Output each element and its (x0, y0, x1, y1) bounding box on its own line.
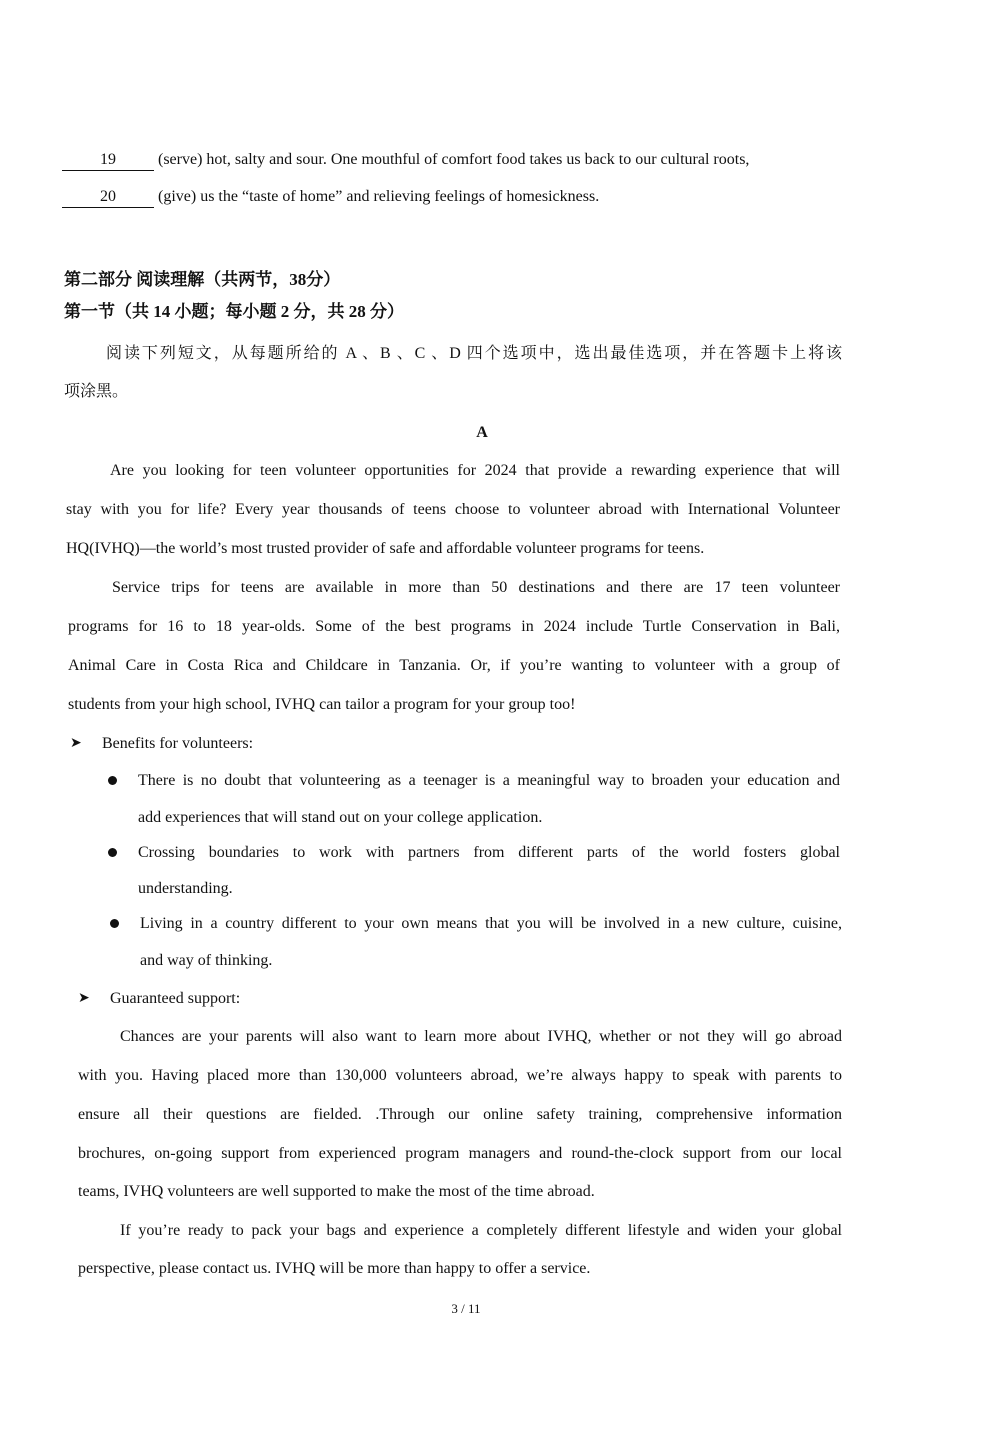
p4-line-1: If you’re ready to pack your bags and experience a completely different lifestyle and widen your global (120, 1222, 842, 1239)
p1-line-3: HQ(IVHQ)—the world’s most trusted provider of safe and affordable volunteer programs for teens. (66, 540, 705, 557)
p2-line-2: programs for 16 to 18 year-olds. Some of the best programs in 2024 include Turtle Conservation in Bali, (68, 618, 840, 635)
passage-label: A (476, 424, 488, 441)
arrow-bullet-icon: ➤ (70, 736, 82, 751)
p3-line-3: ensure all their questions are fielded. .Through our online safety training, comprehensive information (78, 1106, 842, 1123)
item-19-text: (serve) hot, salty and sour. One mouthful of comfort food takes us back to our cultural roots, (158, 151, 750, 168)
item-19 (62, 150, 749, 171)
item-20-text: (give) us the “taste of home” and relieving feelings of homesickness. (158, 188, 600, 205)
p3-line-5: teams, IVHQ volunteers are well supported to make the most of the time abroad. (78, 1183, 595, 1200)
p2-line-4: students from your high school, IVHQ can tailor a program for your group too! (68, 696, 576, 713)
p3-line-2: with you. Having placed more than 130,000 volunteers abroad, we’re always happy to speak with parents to (78, 1067, 842, 1084)
instruction-line-1: 阅读下列短文，从每题所给的 A 、B 、C 、D 四个选项中，选出最佳选项，并在答题卡上将该 (106, 345, 842, 362)
benefit-2-line-1: Crossing boundaries to work with partners from different parts of the world fosters global (138, 844, 840, 861)
benefit-3-line-2: and way of thinking. (140, 952, 273, 969)
benefits-heading: Benefits for volunteers: (102, 735, 254, 752)
p4-line-2: perspective, please contact us. IVHQ will be more than happy to offer a service. (78, 1260, 591, 1277)
page-number: 3 / 11 (451, 1301, 481, 1316)
blank-20: 20 (62, 187, 154, 208)
support-heading: Guaranteed support: (110, 990, 241, 1007)
blank-19: 19 (62, 150, 154, 171)
bullet-dot-icon (108, 848, 117, 857)
item-20 (62, 187, 599, 208)
p1-line-2: stay with you for life? Every year thousands of teens choose to volunteer abroad with International Volunteer (66, 501, 840, 518)
section-title: 第二部分 阅读理解（共两节，38分） (64, 270, 341, 289)
p2-line-3: Animal Care in Costa Rica and Childcare in Tanzania. Or, if you’re wanting to volunteer with a group of (68, 657, 840, 674)
p1-line-1: Are you looking for teen volunteer opportunities for 2024 that provide a rewarding experience that will (110, 462, 840, 479)
p2-line-1: Service trips for teens are available in more than 50 destinations and there are 17 teen volunteer (112, 579, 840, 596)
p3-line-4: brochures, on-going support from experienced program managers and round-the-clock support from our local (78, 1145, 842, 1162)
bullet-dot-icon (110, 919, 119, 928)
benefit-1-line-2: add experiences that will stand out on your college application. (138, 809, 543, 826)
p3-line-1: Chances are your parents will also want to learn more about IVHQ, whether or not they will go abroad (120, 1028, 842, 1045)
benefit-3-line-1: Living in a country different to your own means that you will be involved in a new culture, cuisine, (140, 915, 842, 932)
subsection-title: 第一节（共 14 小题；每小题 2 分，共 28 分） (64, 302, 404, 321)
bullet-dot-icon (108, 776, 117, 785)
instruction-line-2: 项涂黑。 (64, 383, 129, 400)
benefit-2-line-2: understanding. (138, 880, 233, 897)
arrow-bullet-icon: ➤ (78, 991, 90, 1006)
benefit-1-line-1: There is no doubt that volunteering as a teenager is a meaningful way to broaden your education and (138, 772, 840, 789)
